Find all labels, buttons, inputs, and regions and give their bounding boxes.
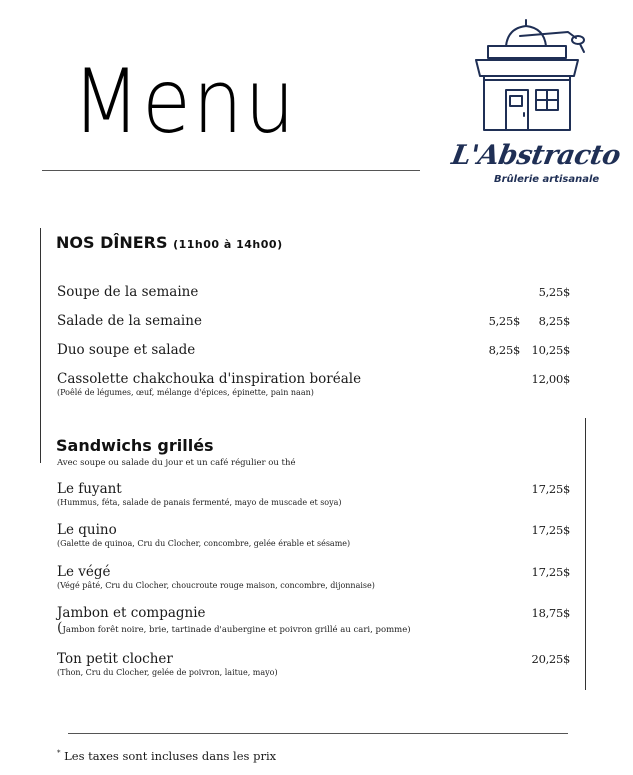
brand-tagline: Brûlerie artisanale (494, 174, 600, 185)
menu-item (57, 284, 572, 314)
item-price: 8,25$ (538, 314, 570, 328)
item-name: Jambon et compagnie (57, 605, 206, 621)
item-description: (Hummus, féta, salade de panais fermenté, mayo de muscade et soya) (57, 498, 342, 507)
item-description: (Thon, Cru du Clocher, gelée de poivron, laitue, mayo) (57, 668, 278, 677)
item-price-small: 5,25$ (488, 314, 520, 328)
item-name: Le végé (57, 564, 111, 580)
menu-item (57, 564, 572, 594)
item-name: Le quino (57, 522, 117, 538)
brand-name: L'Abstracto (449, 140, 623, 171)
item-price: 17,25$ (531, 482, 570, 496)
item-name: Ton petit clocher (57, 651, 173, 667)
tax-footnote (57, 749, 276, 763)
sandwichs-section-title: Sandwichs grillés (56, 436, 214, 455)
footnote-mark: * (57, 749, 61, 757)
footnote-text: Les taxes sont incluses dans les prix (64, 749, 277, 763)
menu-item (57, 342, 572, 372)
sandwichs-subtitle: Avec soupe ou salade du jour et un café régulier ou thé (57, 458, 296, 468)
title-divider (42, 170, 420, 171)
item-price: 5,25$ (538, 285, 570, 299)
section-accent-line-left (40, 228, 41, 463)
menu-item (57, 371, 572, 401)
page-title: Menu (72, 50, 297, 153)
menu-item (57, 313, 572, 343)
item-price: 17,25$ (531, 565, 570, 579)
diners-section-title (56, 233, 283, 252)
section-accent-line-right (585, 418, 586, 690)
item-price: 10,25$ (531, 343, 570, 357)
item-price-small: 8,25$ (488, 343, 520, 357)
diners-hours: (11h00 à 14h00) (173, 238, 283, 251)
item-name: Le fuyant (57, 481, 122, 497)
item-description: (Poêlé de légumes, œuf, mélange d'épices, épinette, pain naan) (57, 388, 314, 397)
item-description: (Végé pâté, Cru du Clocher, choucroute rouge maison, concombre, dijonnaise) (57, 581, 375, 590)
item-price: 20,25$ (531, 652, 570, 666)
item-name: Duo soupe et salade (57, 342, 196, 358)
item-name: Soupe de la semaine (57, 284, 199, 300)
item-name: Cassolette chakchouka d'inspiration boréale (57, 371, 362, 387)
menu-item (57, 605, 572, 635)
menu-item (57, 522, 572, 552)
menu-item (57, 481, 572, 511)
item-description: (Galette de quinoa, Cru du Clocher, concombre, gelée érable et sésame) (57, 539, 351, 548)
diners-title: NOS DÎNERS (56, 233, 168, 252)
menu-item (57, 651, 572, 681)
item-price: 17,25$ (531, 523, 570, 537)
item-price: 12,00$ (531, 372, 570, 386)
item-description: (Jambon forêt noire, brie, tartinade d'aubergine et poivron grillé au cari, pomme) (57, 620, 411, 636)
item-description-text: Jambon forêt noire, brie, tartinade d'aubergine et poivron grillé au cari, pomme) (62, 625, 411, 635)
footer-divider (68, 733, 568, 734)
item-price: 18,75$ (531, 606, 570, 620)
item-name: Salade de la semaine (57, 313, 202, 329)
